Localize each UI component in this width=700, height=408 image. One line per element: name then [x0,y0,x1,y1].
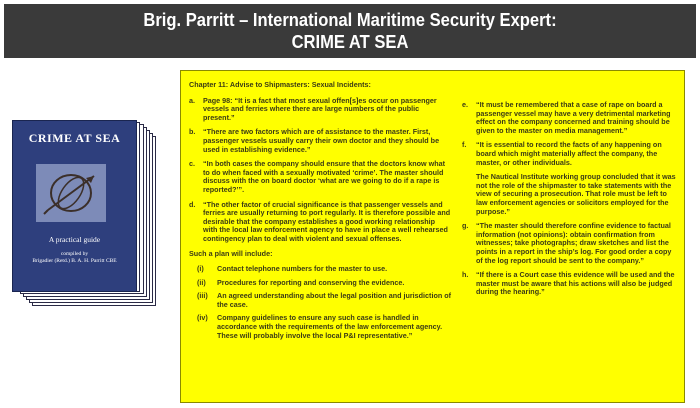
list-item: a. Page 98: “It is a fact that most sexual offen[s]es occur on passenger vessels and ferries where there are large numbers of the public present.” [189,95,437,122]
list-item: b. “There are two factors which are of assistance to the master. First, passenger vessels usually carry their own doctor and they should be used in establishing evidence.” [189,127,440,154]
title-banner [4,4,696,58]
book-title: CRIME AT SEA [28,131,121,145]
list-item: h. “If there is a Court case this evidence will be used and the master must be aware that his actions will also be judged during the hearing.” [462,270,675,297]
nautical-note: The Nautical Institute working group concluded that it was not the role of the shipmaster to take statements with the view of securing a prosecution. That role must be left to law enforcement agencies or solicitors employed for the purpose.” [476,172,676,216]
list-item: d. “The other factor of crucial significance is that passenger vessels and ferries are usually returning to port regularly. It is therefore possible and desirable that the company establishes a good working relationship with the local law enforcement agency to have in place a well rehearsed contingency plan to deal with violent and sexual offenses. [189,199,451,243]
compass-emblem-icon [36,164,106,222]
list-item: g. “The master should therefore confine evidence to factual information (not opinions): obtain confirmation from witnesses; take photographs; draw sketches and list the points in a report in the ship’s log. For good order a copy of the log report should be sent to the company.” [462,221,672,265]
book-cover [12,120,137,292]
banner-subtitle: CRIME AT SEA [291,32,409,52]
list-item: c. “In both cases the company should ensure that the doctors know what to do when faced with a sexually motivated ‘crime’. The master should discuss with the on board doctor ‘what are we going to do if a rape is reported?’”. [189,159,446,194]
book-compiled-by: compiled by [60,251,89,257]
list-item: e. “It must be remembered that a case of rape on board a passenger vessel may have a very detrimental marketing effect on the company concerned and training should be given to the master on media management.” [462,100,671,135]
plan-item: (i) Contact telephone numbers for the master to use. [197,264,388,274]
excerpt-panel [180,70,685,403]
right-column [462,101,678,303]
plan-intro: Such a plan will include: [189,248,273,258]
chapter-heading: Chapter 11: Advise to Shipmasters: Sexual Incidents: [189,80,371,89]
list-item: f. “It is essential to record the facts of any happening on board which might materially affect the company, the master, or other individuals. [462,140,662,167]
book-author: Brigadier (Retd.) B. A. H. Parritt CBE [32,258,117,264]
plan-item: (iv) Company guidelines to ensure any such case is handled in accordance with the requirements of the law enforcement agency. These will probably involve the local P&I representative.” [197,313,443,340]
left-column [189,81,451,345]
book-subtitle: A practical guide [48,235,101,244]
book-credits [13,251,136,265]
plan-item: (iii) An agreed understanding about the legal position and jurisdiction of the case. [197,291,452,309]
plan-item: (ii) Procedures for reporting and conserving the evidence. [197,277,405,287]
banner-title: Brig. Parritt – International Maritime Security Expert: [143,10,557,30]
